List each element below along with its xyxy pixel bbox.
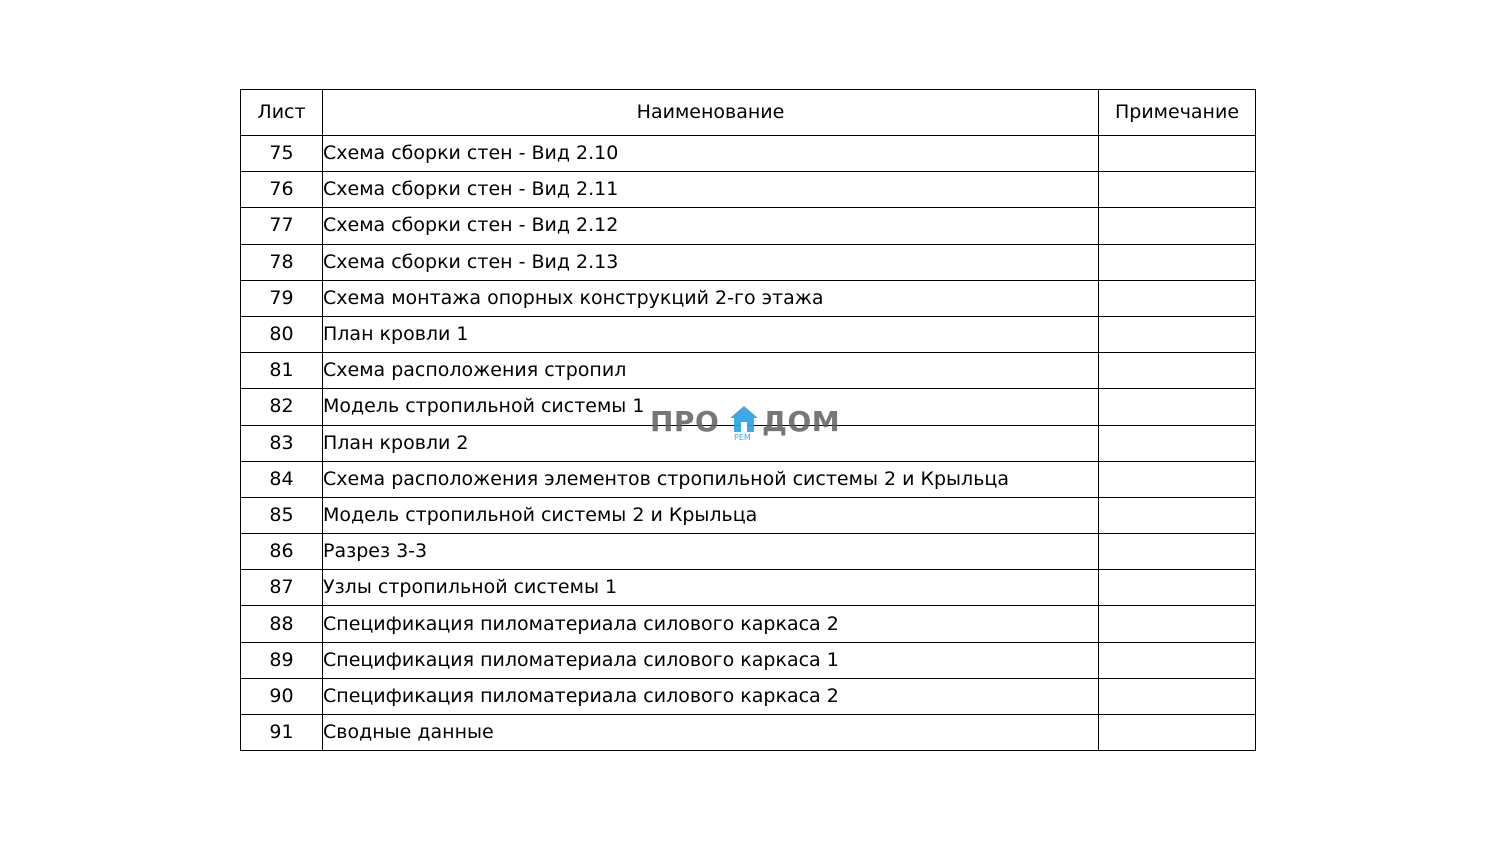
table-row [241, 461, 1256, 497]
sheet-name: Спецификация пиломатериала силового каркаса 1 [323, 642, 1099, 678]
sheet-note [1099, 570, 1256, 606]
sheet-note [1099, 316, 1256, 352]
sheet-number: 76 [241, 172, 323, 208]
sheet-name: Схема монтажа опорных конструкций 2-го этажа [323, 280, 1099, 316]
table-row [241, 715, 1256, 751]
sheet-number: 87 [241, 570, 323, 606]
table-row [241, 389, 1256, 425]
sheet-number: 81 [241, 353, 323, 389]
sheet-number: 88 [241, 606, 323, 642]
table-row [241, 497, 1256, 533]
sheet-number: 80 [241, 316, 323, 352]
sheet-number: 79 [241, 280, 323, 316]
sheet-note [1099, 136, 1256, 172]
sheet-number: 90 [241, 678, 323, 714]
sheet-name: Узлы стропильной системы 1 [323, 570, 1099, 606]
sheet-note [1099, 425, 1256, 461]
sheet-name: Схема сборки стен - Вид 2.10 [323, 136, 1099, 172]
table-row [241, 136, 1256, 172]
sheet-name: Схема сборки стен - Вид 2.12 [323, 208, 1099, 244]
table-row [241, 534, 1256, 570]
sheet-name: Схема расположения элементов стропильной системы 2 и Крыльца [323, 461, 1099, 497]
table-row [241, 244, 1256, 280]
sheet-note [1099, 678, 1256, 714]
header-name: Наименование [323, 90, 1099, 136]
sheet-number: 75 [241, 136, 323, 172]
watermark-text-right: ДОМ [762, 405, 841, 438]
table-row [241, 425, 1256, 461]
sheet-name: Разрез 3-3 [323, 534, 1099, 570]
sheet-number: 82 [241, 389, 323, 425]
sheet-number: 86 [241, 534, 323, 570]
table-row [241, 316, 1256, 352]
sheet-note [1099, 461, 1256, 497]
sheet-note [1099, 389, 1256, 425]
sheet-number: 91 [241, 715, 323, 751]
sheet-note [1099, 606, 1256, 642]
sheet-note [1099, 642, 1256, 678]
sheet-name: Схема расположения стропил [323, 353, 1099, 389]
header-note: Примечание [1099, 90, 1256, 136]
sheet-note [1099, 534, 1256, 570]
table-row [241, 606, 1256, 642]
sheet-name: Схема сборки стен - Вид 2.13 [323, 244, 1099, 280]
table-row [241, 678, 1256, 714]
table-row [241, 208, 1256, 244]
sheet-number: 77 [241, 208, 323, 244]
sheet-index-table [240, 89, 1256, 751]
sheet-note [1099, 280, 1256, 316]
sheet-number: 89 [241, 642, 323, 678]
sheet-number: 78 [241, 244, 323, 280]
sheet-name: План кровли 1 [323, 316, 1099, 352]
sheet-name: Спецификация пиломатериала силового каркаса 2 [323, 606, 1099, 642]
sheet-note [1099, 172, 1256, 208]
table-row [241, 353, 1256, 389]
sheet-name: Сводные данные [323, 715, 1099, 751]
table-row [241, 642, 1256, 678]
watermark-subtext: РЕМ [734, 433, 751, 442]
sheet-number: 83 [241, 425, 323, 461]
sheet-number: 85 [241, 497, 323, 533]
sheet-note [1099, 353, 1256, 389]
table-row [241, 172, 1256, 208]
sheet-number: 84 [241, 461, 323, 497]
sheet-name: Модель стропильной системы 2 и Крыльца [323, 497, 1099, 533]
sheet-name: Модель стропильной системы 1 [323, 389, 1099, 425]
header-row [241, 90, 1256, 136]
sheet-name: Спецификация пиломатериала силового каркаса 2 [323, 678, 1099, 714]
table-row [241, 570, 1256, 606]
sheet-name: План кровли 2 [323, 425, 1099, 461]
sheet-note [1099, 497, 1256, 533]
watermark-text-left: ПРО [650, 405, 720, 438]
sheet-name: Схема сборки стен - Вид 2.11 [323, 172, 1099, 208]
sheet-note [1099, 208, 1256, 244]
sheet-note [1099, 244, 1256, 280]
header-sheet: Лист [241, 90, 323, 136]
sheet-note [1099, 715, 1256, 751]
table-row [241, 280, 1256, 316]
